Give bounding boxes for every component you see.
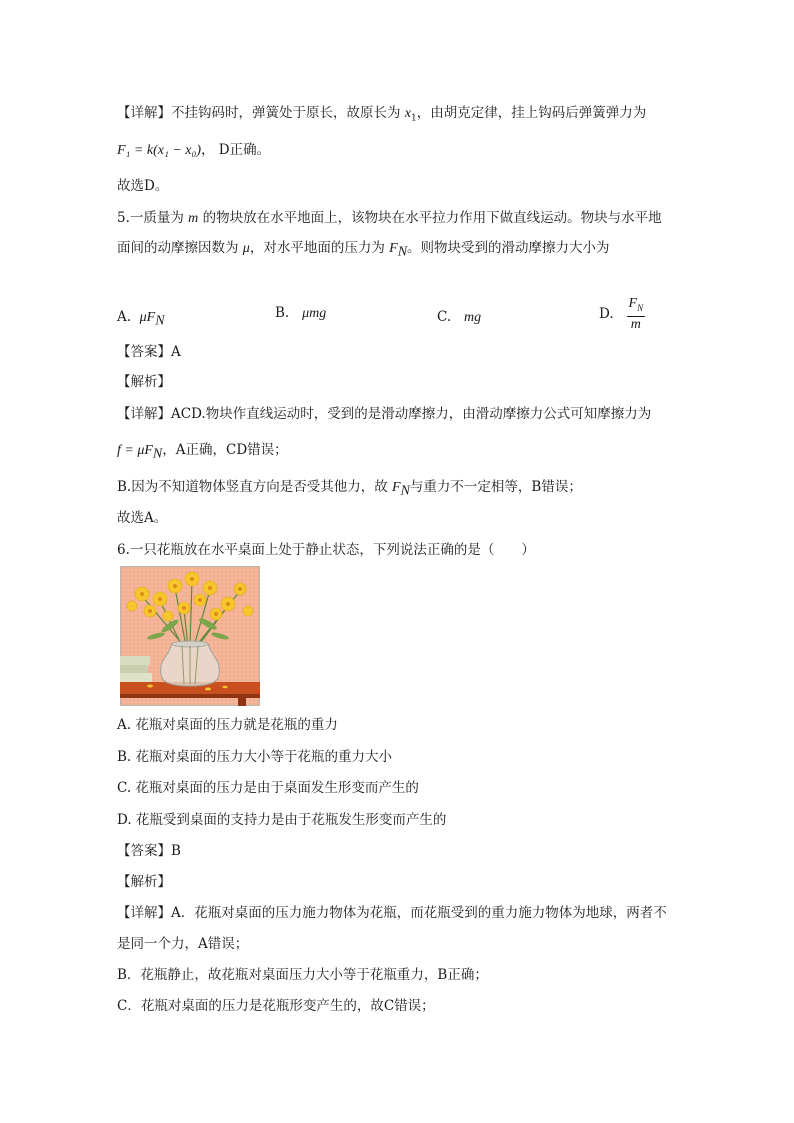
flower-vase-illustration [120,566,260,706]
option-letter: D. [599,305,614,322]
option-fraction [627,296,646,333]
option-formula: μmg [302,306,327,321]
fraction-denominator: m [630,316,641,332]
q6-answer: 【答案】B [117,843,181,859]
hooke-formula: F₁ = k(x₁ − x₀) [117,143,202,158]
var-x1: x [404,106,412,121]
var-m: m [188,211,199,226]
q5-detail-line3 [117,477,582,502]
subscript: N [155,313,165,329]
q5-answer: 【答案】A [117,344,181,360]
option-letter: C. [437,309,452,325]
q4-conclusion: 故选D。 [117,178,169,194]
detail-text: 与重力不一定相等，B错误； [409,479,582,495]
q5-option-d [599,296,645,333]
var-mu: μ [242,241,250,256]
q6-detail-line4: C．花瓶对桌面的压力是花瓶形变产生的，故C错误； [117,998,435,1014]
q6-option-b: B. 花瓶对桌面的压力大小等于花瓶的重力大小 [117,749,393,765]
subscript: N [637,302,644,313]
stem-text: ，对水平地面的压力为 [249,240,390,256]
var-fn: F [392,480,401,495]
stem-text: 面间的动摩擦因数为 [117,240,243,256]
stem-text: 。则物块受到的滑动摩擦力大小为 [407,240,610,256]
detail-tag: 【详解】 [117,105,171,121]
fraction-numerator: F [628,296,638,311]
q4-formula-line [117,140,270,161]
stem-text: 5.一质量为 [117,210,189,226]
q6-option-a: A. 花瓶对桌面的压力就是花瓶的重力 [117,717,338,733]
subscript: 1 [411,113,417,124]
var-fn: F [389,241,398,256]
q4-detail-line [117,103,646,129]
subscript: N [400,483,410,499]
q6-detail-line2: 是同一个力，A错误； [117,936,249,952]
option-formula: mg [464,310,482,325]
detail-text: ，由胡克定律，挂上钩码后弹簧弹力为 [416,105,647,121]
q6-option-c: C. 花瓶对桌面的压力是由于桌面发生形变而产生的 [117,780,419,796]
q6-option-d: D. 花瓶受到桌面的支持力是由于花瓶发生形变而产生的 [117,812,447,828]
subscript: N [397,244,408,260]
flower-vase-image [120,566,260,706]
q6-detail-line3: B．花瓶静止，故花瓶对桌面压力大小等于花瓶重力，B正确； [117,967,488,983]
subscript: N [152,446,163,462]
option-formula: μF [139,310,156,325]
q5-option-c [437,307,481,328]
formula-suffix: ， D正确。 [201,142,271,158]
q5-option-b [275,303,326,324]
option-letter: B. [275,305,290,321]
q6-stem: 6.一只花瓶放在水平桌面上处于静止状态，下列说法正确的是（ ） [117,542,535,558]
q6-detail-line1: 【详解】A．花瓶对桌面的压力施力物体为花瓶，而花瓶受到的重力施力物体为地球，两者不 [117,905,667,921]
q6-analysis-label: 【解析】 [117,874,171,890]
detail-text: 不挂钩码时，弹簧处于原长，故原长为 [171,105,405,121]
q5-stem-line2 [117,238,610,263]
q5-detail-line2 [117,440,288,465]
detail-text: ACD.物块作直线运动时，受到的是滑动摩擦力，由滑动摩擦力公式可知摩擦力为 [171,406,652,422]
detail-tag: 【详解】 [117,406,171,422]
q5-option-a [117,307,165,332]
q5-detail-line1 [117,404,651,424]
q5-analysis-label: 【解析】 [117,374,171,390]
q5-stem-line1 [117,208,662,229]
detail-text: ，A正确，CD错误； [162,442,288,458]
stem-text: 的物块放在水平地面上，该物块在水平拉力作用下做直线运动。物块与水平地 [198,210,662,226]
q5-conclusion: 故选A。 [117,510,168,526]
option-letter: A. [117,309,132,325]
friction-formula: f = μF [117,443,153,458]
detail-text: B.因为不知道物体竖直方向是否受其他力，故 [117,479,393,495]
